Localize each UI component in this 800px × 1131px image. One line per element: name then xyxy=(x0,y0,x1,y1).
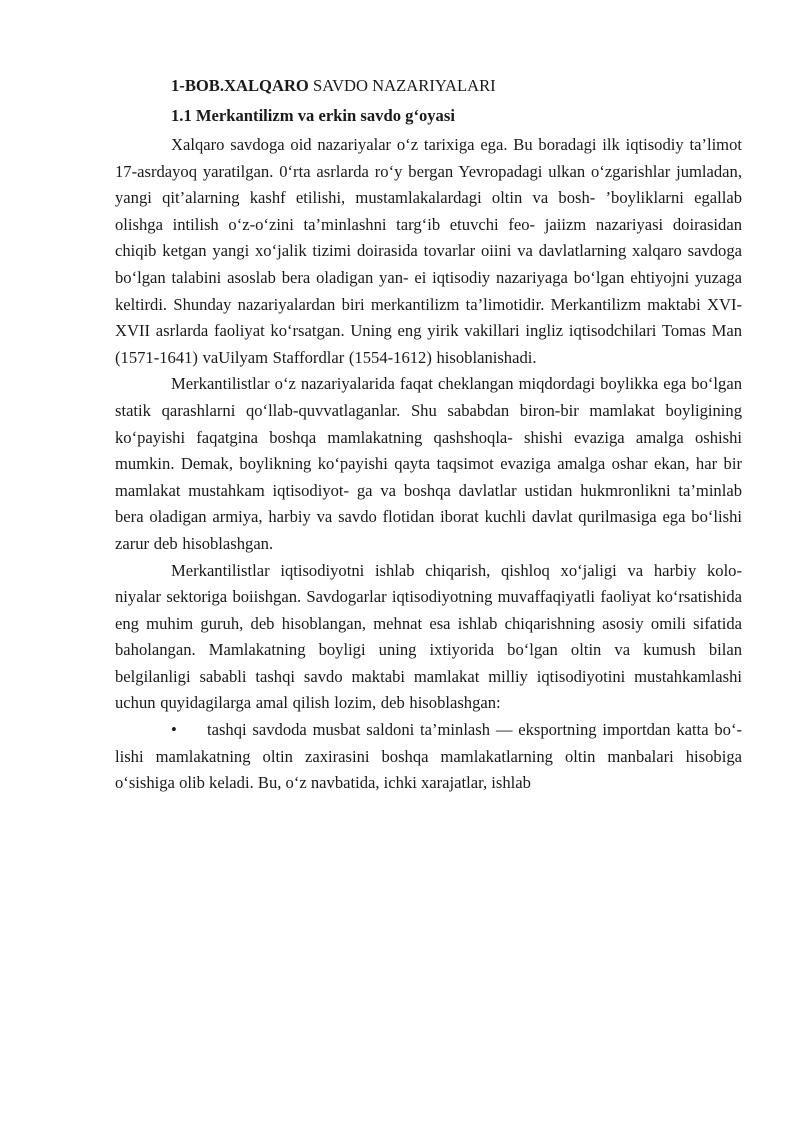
bullet-text: tashqi savdoda musbat saldoni ta’minlash — eksportning importdan katta bo‘- lishi mamlakatning oltin zaxirasini boshqa mamlakatlarning oltin manbalari hisobiga o‘sishiga olib keladi. Bu, o‘z navbatida, ichki xarajatlar, ishlab xyxy=(115,720,742,793)
paragraph-3: Merkantilistlar iqtisodiyotni ishlab chiqarish, qishloq xo‘jaligi va harbiy kolo- niyalar sektoriga boiishgan. Savdogarlar iqtisodiyotning muvaffaqiyatli faoliyat ko‘rsatishida eng muhim guruh, deb hisoblangan, mehnat esa ishlab chiqarishning asosiy omili sifatida baholangan. Mamlakatning boyligi uning ixtiyorida bo‘lgan oltin va kumush bilan belgilanligi sababli tashqi savdo maktabi mamlakat milliy iqtisodiyotini mustahkamlashi uchun quyidagilarga amal qilish lozim, deb hisoblashgan: xyxy=(115,560,742,713)
bullet-mark: • xyxy=(171,720,177,740)
paragraph-1: Xalqaro savdoga oid nazariyalar o‘z tarixiga ega. Bu boradagi ilk iqtisodiy ta’limot 17-asrdayoq yaratilgan. 0‘rta asrlarda ro‘y bergan Yevropadagi ulkan o‘zgarishlar jumladan, yangi qit’alarning kashf etilishi, mustamlakalardagi oltin va bosh- ’boyliklarni egallab olishga intilish o‘z-o‘zini ta’minlashni targ‘ib etuvchi feo- jaiizm nazariyasi doirasidan chiqib ketgan yangi xo‘jalik tizimi doirasida tovarlar oiini va davlatlarning xalqaro savdoga bo‘lgan talabini asoslab bera oladigan yan- ei iqtisodiy nazariyaga bo‘lgan ehtiyojni yuzaga keltirdi. Shunday nazariyalardan biri merkantilizm ta’limotidir. Merkantilizm maktabi XVI-XVII asrlarda faoliyat ko‘rsatgan. Uning eng yirik vakillari ingliz iqtisodchilari Tomas Man (1571-1641) vaUilyam Staffordlar (1554-1612) hisoblanishadi. xyxy=(115,135,742,367)
chapter-heading-bold: 1-BOB.XALQARO xyxy=(171,76,309,95)
chapter-heading-rest: SAVDO NAZARIYALARI xyxy=(308,76,496,95)
bullet-item xyxy=(115,717,742,797)
paragraph-2: Merkantilistlar o‘z nazariyalarida faqat cheklangan miqdordagi boylikka ega bo‘lgan statik qarashlarni qo‘llab-quvvatlaganlar. Shu sababdan biron-bir mamlakat boyligining ko‘payishi faqatgina boshqa mamlakatning qashshoqla- shishi evaziga amalga oshishi mumkin. Demak, boylikning ko‘payishi qayta taqsimot evaziga amalga oshar ekan, har bir mamlakat mustahkam iqtisodiyot- ga va boshqa davlatlar ustidan hukmronlikni ta’minlab bera oladigan armiya, harbiy va savdo flotidan iborat kuchli davlat qurilmasiga ega bo‘lishi zarur deb hisoblashgan. xyxy=(115,374,742,553)
chapter-heading xyxy=(115,72,742,100)
section-heading: 1.1 Merkantilizm va erkin savdo g‘oyasi xyxy=(171,106,455,125)
document-page xyxy=(115,72,742,797)
